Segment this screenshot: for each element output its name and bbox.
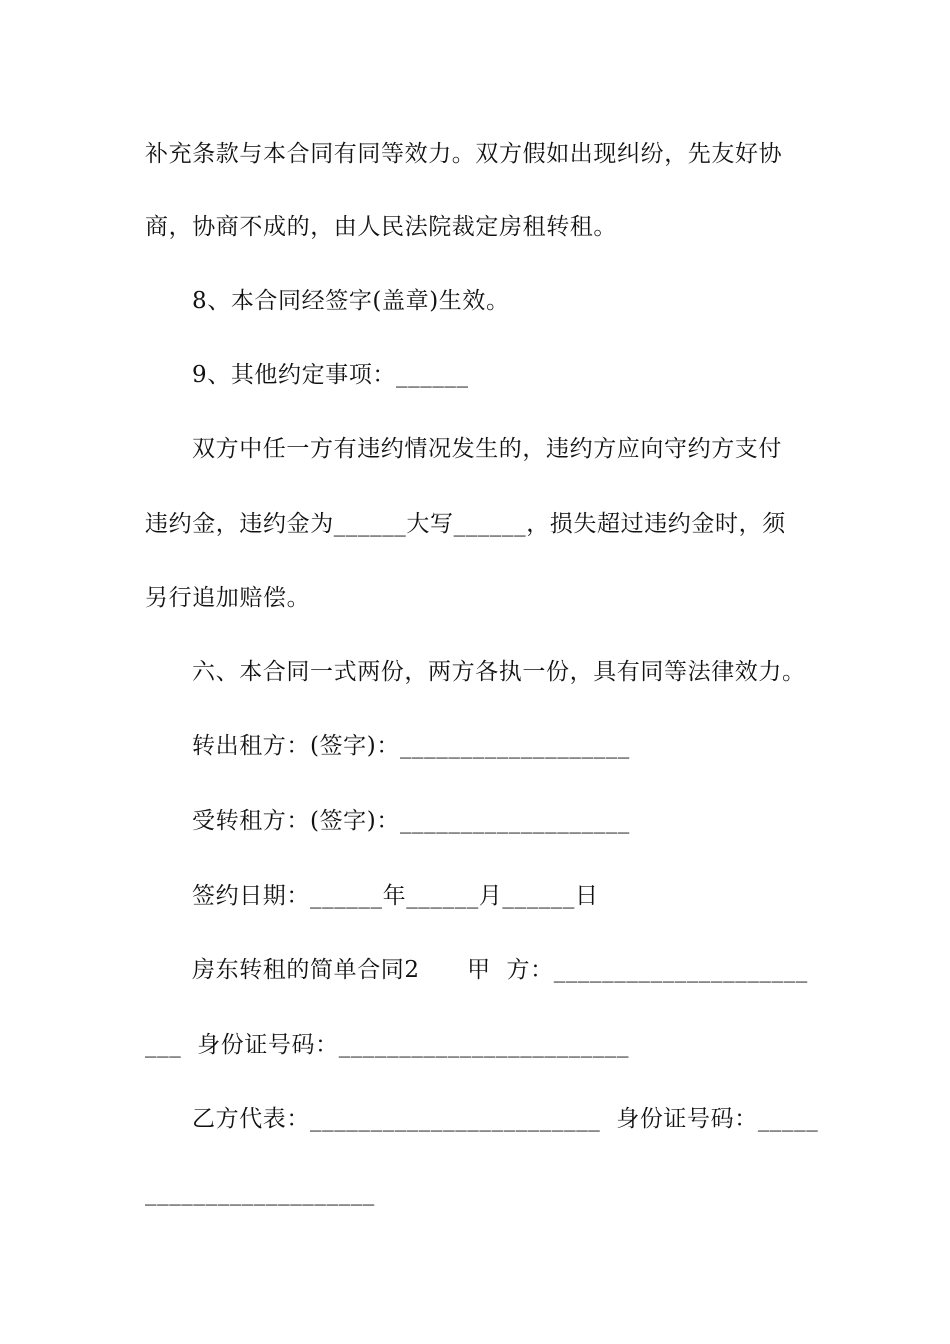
lessor-signature-line: 转出租方：(签字)：___________________ [192, 733, 630, 759]
sublessee-signature-line: 受转租方：(签字)：___________________ [192, 808, 630, 834]
clause-six: 六、本合同一式两份，两方各执一份，具有同等法律效力。 [192, 659, 806, 685]
paragraph-line: 商，协商不成的，由人民法院裁定房租转租。 [145, 214, 617, 240]
contract-2-heading-line: 房东转租的简单合同2 甲 方：_____________________ [192, 957, 808, 983]
party-b-representative-line: 乙方代表：________________________ 身份证号码：_____ [192, 1106, 819, 1132]
paragraph-line: 补充条款与本合同有同等效力。双方假如出现纠纷，先友好协 [145, 141, 783, 167]
clause-8: 8、本合同经签字(盖章)生效。 [192, 288, 510, 314]
breach-paragraph-line: 另行追加赔偿。 [145, 585, 311, 611]
clause-9: 9、其他约定事项：______ [192, 362, 469, 388]
party-a-id-line: ___ 身份证号码：________________________ [145, 1032, 630, 1058]
party-b-id-continuation-line: ___________________ [145, 1180, 375, 1206]
breach-paragraph-line: 双方中任一方有违约情况发生的，违约方应向守约方支付 [192, 436, 782, 462]
signing-date-line: 签约日期：______年______月______日 [192, 883, 599, 909]
breach-paragraph-line: 违约金，违约金为______大写______，损失超过违约金时，须 [145, 511, 786, 537]
